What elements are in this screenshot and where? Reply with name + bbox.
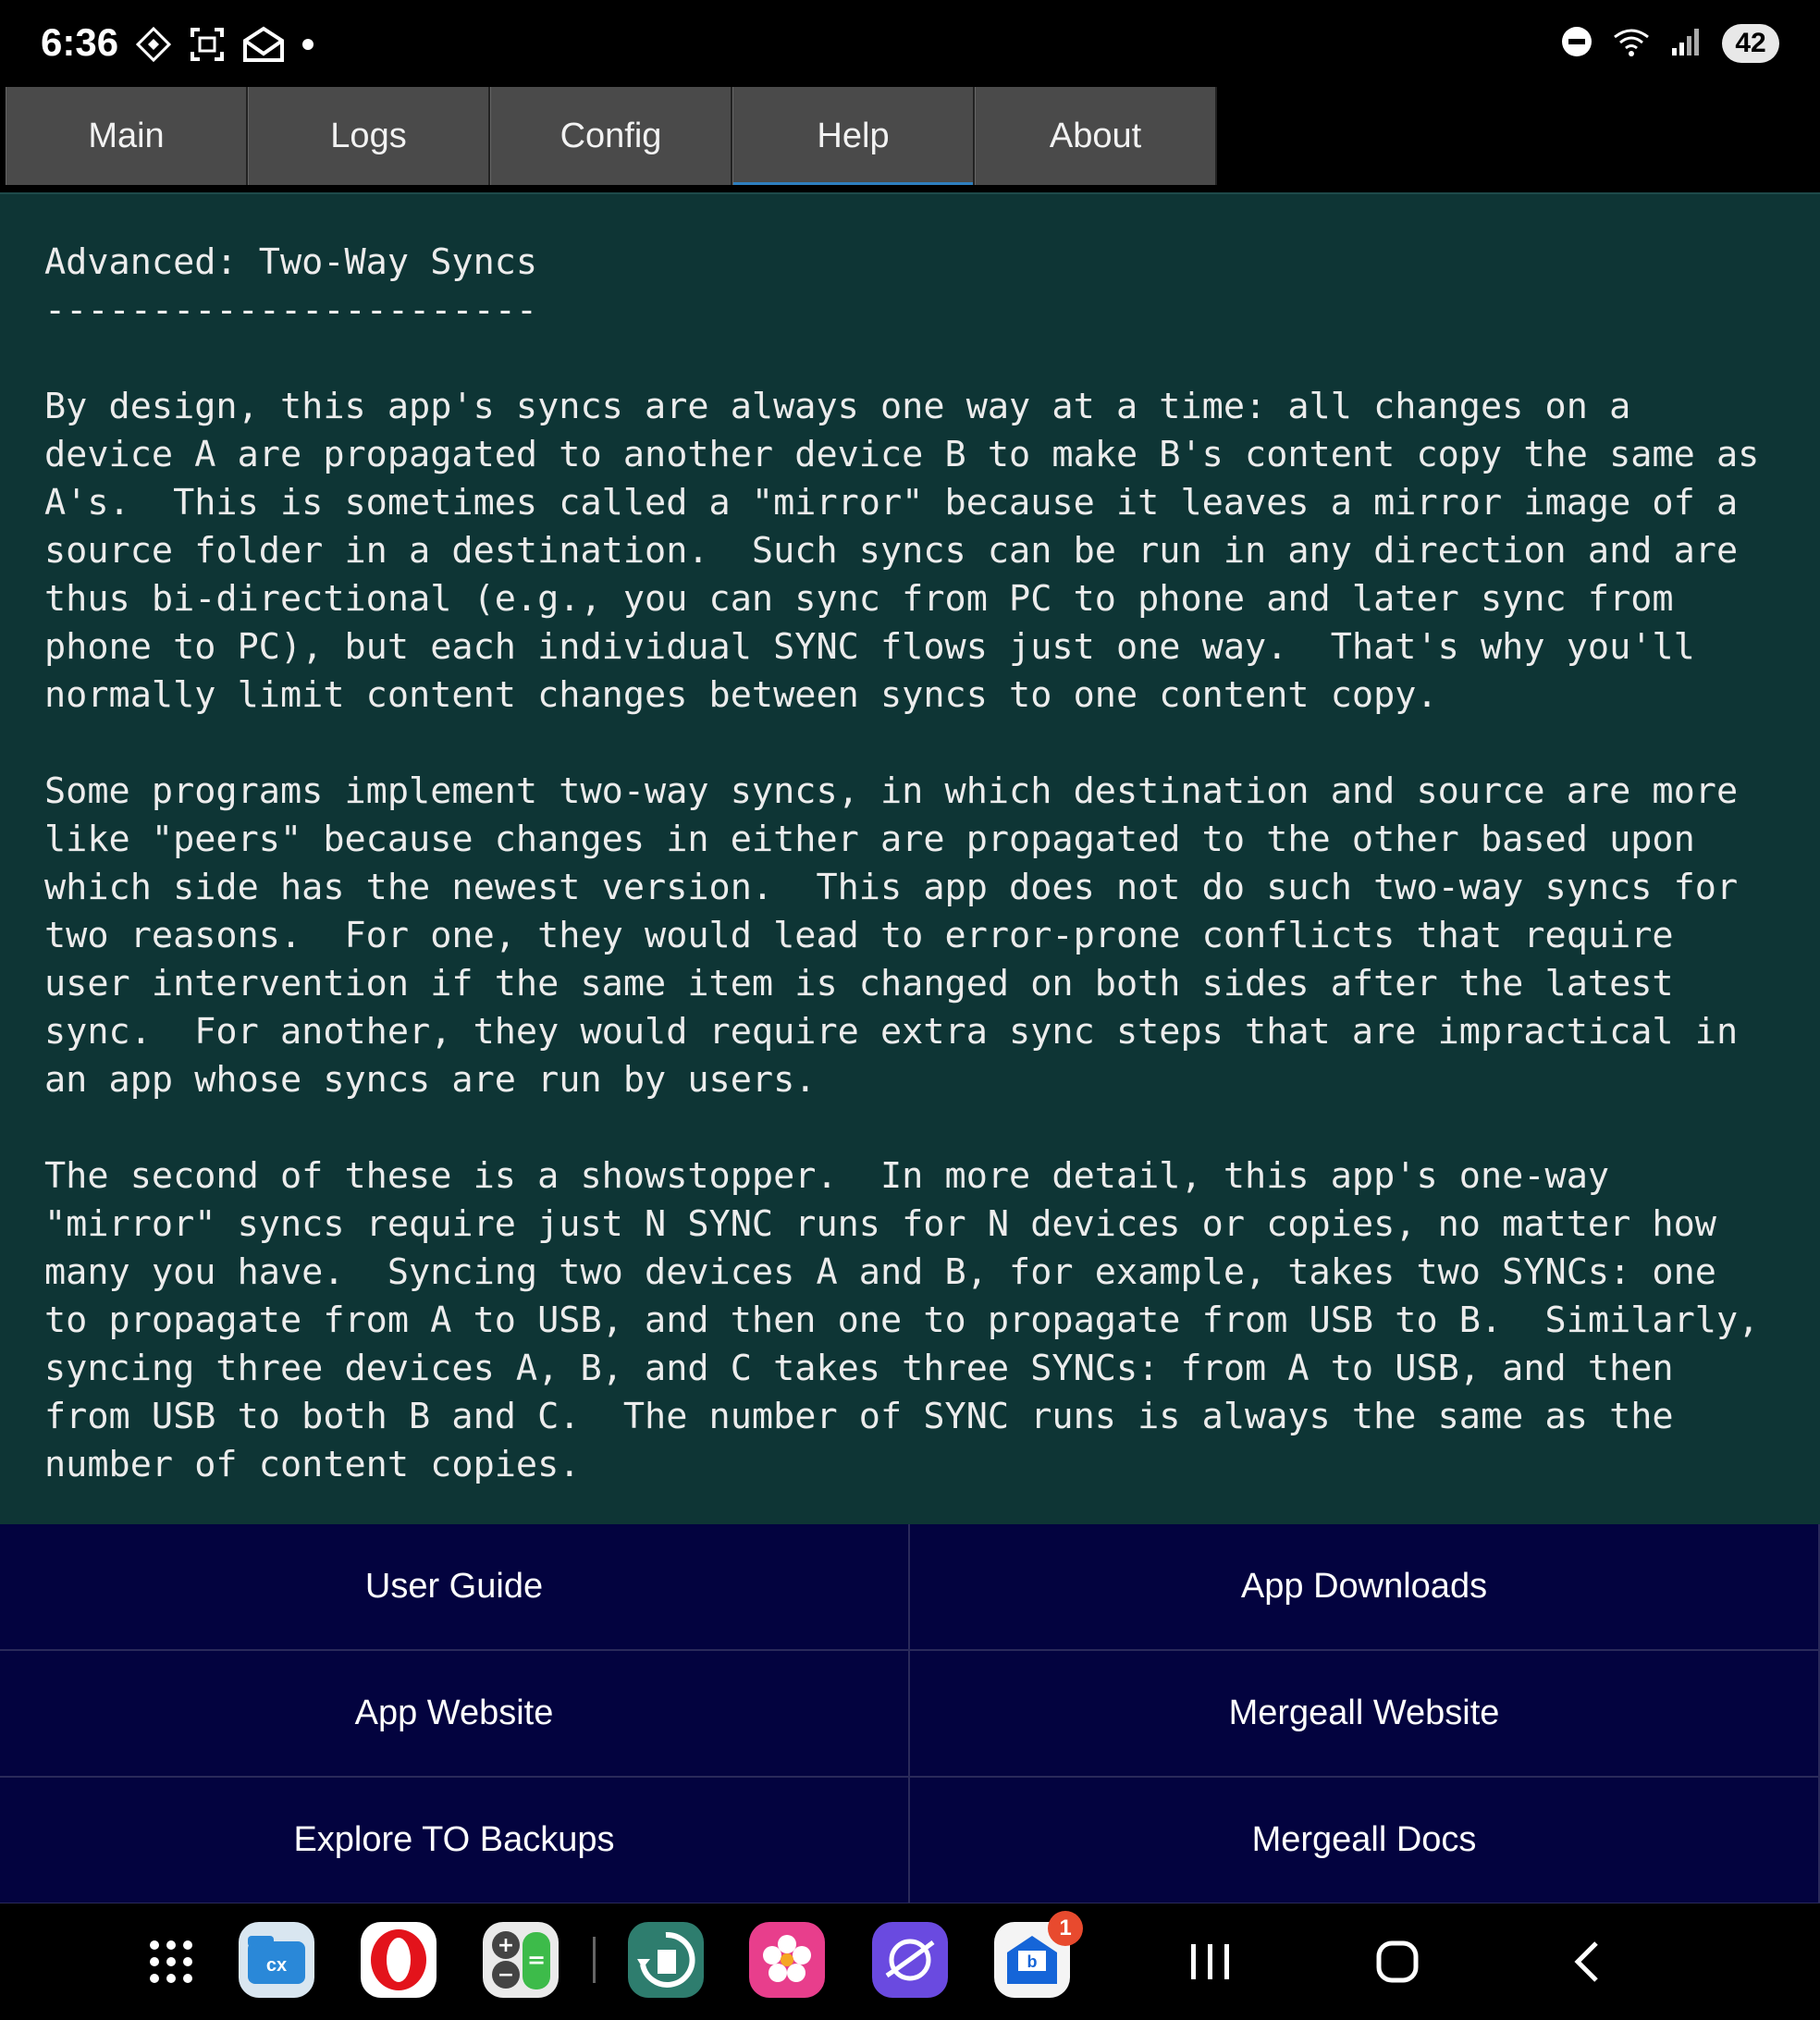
tab-bar (6, 87, 1217, 185)
mail-icon (242, 26, 285, 68)
app-drawer-icon[interactable] (148, 1939, 194, 1989)
recent-apps-icon[interactable] (1189, 1942, 1232, 1986)
svg-text:+: + (497, 1934, 515, 1957)
gallery-icon[interactable] (749, 1922, 825, 1998)
svg-text:cx: cx (265, 1955, 288, 1976)
status-notification-icons (135, 26, 314, 68)
mergeall-website-button[interactable]: Mergeall Website (910, 1651, 1820, 1778)
help-links (0, 1524, 1820, 1903)
tab-help[interactable]: Help (732, 87, 975, 185)
app-downloads-button[interactable]: App Downloads (910, 1524, 1820, 1651)
svg-text:=: = (526, 1947, 547, 1973)
cx-file-explorer-icon[interactable] (239, 1922, 314, 1998)
email-icon[interactable] (994, 1915, 1072, 1998)
tab-about[interactable]: About (975, 87, 1217, 185)
internet-browser-icon[interactable] (872, 1922, 948, 1998)
dnd-icon (1561, 26, 1592, 62)
signal-icon (1670, 26, 1702, 62)
opera-browser-icon[interactable] (361, 1922, 437, 1998)
notification-badge: 1 (1048, 1911, 1083, 1946)
wifi-icon (1613, 26, 1650, 62)
status-system-icons (1561, 24, 1779, 63)
back-icon[interactable] (1572, 1940, 1602, 1988)
dot-icon (301, 38, 314, 55)
calculator-icon[interactable] (483, 1922, 559, 1998)
svg-text:b: b (1027, 1952, 1038, 1971)
status-bar (0, 0, 1820, 87)
explore-backups-button[interactable]: Explore TO Backups (0, 1778, 910, 1904)
battery-indicator: 42 (1722, 24, 1779, 63)
app-website-button[interactable]: App Website (0, 1651, 910, 1778)
tab-logs[interactable]: Logs (248, 87, 490, 185)
tab-config[interactable]: Config (490, 87, 732, 185)
svg-text:−: − (497, 1964, 515, 1987)
help-text[interactable]: Advanced: Two-Way Syncs ----------------------- By design, this app's syncs are always one way at a time: all changes on a device A are propagated to another device B to make B's content copy the same as A's. This is sometimes called a "mirror" because it leaves a mirror image of a source folder in a destination. Such syncs can be run in any direction and are thus bi-directional (e.g., you can sync from PC to phone and later sync from phone to PC), but each individual SYNC flows just one way. That's why you'll normally limit content changes between syncs to one content copy. Some programs implement two-way syncs, in which destination and source are more like "peers" because changes in either are propagated to the other based upon which side has the newest version. This app does not do such two-way syncs for two reasons. For one, they would lead to error-prone conflicts that require user intervention if the same item is changed on both sides after the latest sync. For another, they would require extra sync steps that are impractical in an app whose syncs are run by users. The second of these is a showstopper. In more detail, this app's one-way "mirror" syncs require just N SYNC runs for N devices or copies, no matter how many you have. Syncing two devices A and B, for example, takes two SYNCs: one to propagate from A to USB, and then one to propagate from USB to B. Similarly, syncing three devices A, B, and C takes three SYNCs: from A to USB, and then from USB to both B and C. The number of SYNC runs is always the same as the number of content copies. (0, 192, 1820, 1524)
status-time: 6:36 (41, 20, 119, 64)
mergeall-docs-button[interactable]: Mergeall Docs (910, 1778, 1820, 1904)
screenshot-icon (189, 26, 226, 68)
home-icon[interactable] (1376, 1940, 1419, 1988)
dock-divider (593, 1937, 596, 1983)
navigation-diamond-icon (135, 26, 172, 68)
tab-main[interactable]: Main (6, 87, 248, 185)
sync-app-icon[interactable] (628, 1922, 704, 1998)
user-guide-button[interactable]: User Guide (0, 1524, 910, 1651)
